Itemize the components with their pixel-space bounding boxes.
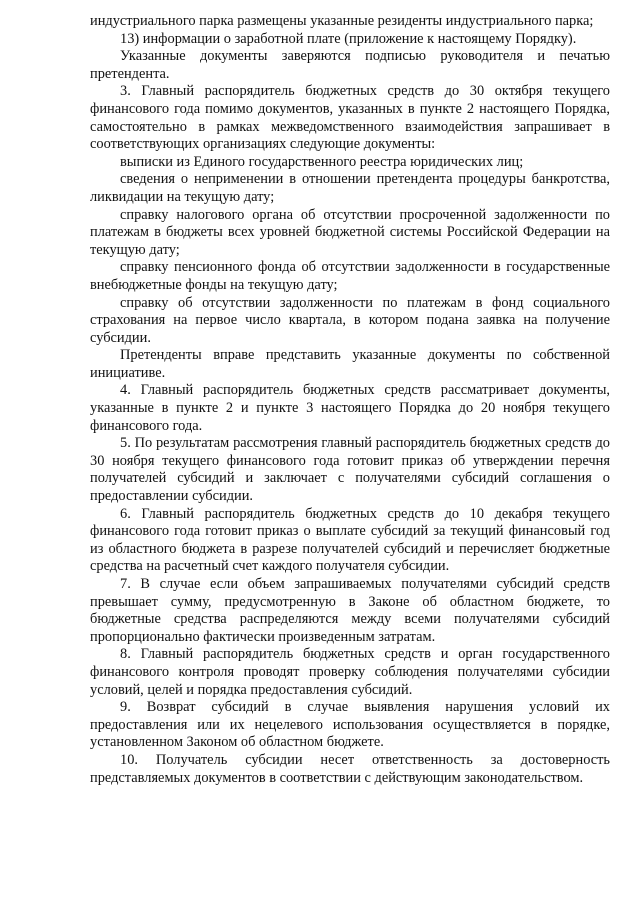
- paragraph-clause-8: 8. Главный распорядитель бюджетных средств и орган государственного финансового контроля проводят проверку соблюдения получателями субсидии условий, целей и порядка предоставления субсидий.: [90, 646, 610, 698]
- paragraph-own-initiative: Претенденты вправе представить указанные документы по собственной инициативе.: [90, 347, 610, 381]
- paragraph-clause-4: 4. Главный распорядитель бюджетных средств рассматривает документы, указанные в пункте 2 и пункте 3 настоящего Порядка до 20 ноября текущего финансового года.: [90, 382, 610, 434]
- paragraph-list-bankruptcy-info: сведения о неприменении в отношении претендента процедуры банкротства, ликвидации на текущую дату;: [90, 171, 610, 205]
- paragraph-item-13: 13) информации о заработной плате (приложение к настоящему Порядку).: [120, 30, 577, 47]
- paragraph-clause-10: 10. Получатель субсидии несет ответственность за достоверность представляемых документов в соответствии с действующим законодательством.: [90, 751, 610, 786]
- paragraph-clause-9: 9. Возврат субсидий в случае выявления нарушения условий их предоставления или их нецелевого использования осуществляется в порядке, установленном Законом об областном бюджете.: [90, 699, 610, 751]
- paragraph-certification: Указанные документы заверяются подписью руководителя и печатью претендента.: [90, 48, 610, 82]
- paragraph-list-pension-certificate: справку пенсионного фонда об отсутствии задолженности в государственные внебюджетные фонды на текущую дату;: [90, 259, 610, 293]
- paragraph-clause-5: 5. По результатам рассмотрения главный распорядитель бюджетных средств до 30 ноября текущего финансового года готовит приказ об утверждении перечня получателей субсидий и заключает с получателями субсидий соглашения о предоставлении субсидии.: [90, 435, 610, 505]
- paragraph-list-registry-extract: выписки из Единого государственного реестра юридических лиц;: [120, 153, 524, 170]
- paragraph-continuation: индустриального парка размещены указанные резиденты индустриального парка;: [90, 13, 594, 29]
- paragraph-list-tax-certificate: справку налогового органа об отсутствии просроченной задолженности по платежам в бюджеты всех уровней бюджетной системы Российской Федерации на текущую дату;: [90, 206, 610, 258]
- paragraph-list-social-insurance-certificate: справку об отсутствии задолженности по платежам в фонд социального страхования на первое число квартала, в котором подана заявка на получение субсидии.: [90, 294, 610, 346]
- paragraph-clause-6: 6. Главный распорядитель бюджетных средств до 10 декабря текущего финансового года готовит приказ о выплате субсидий за текущий финансовый год из областного бюджета в разрезе получателей субсидий и перечисляет бюджетные средства на расчетный счет каждого получателя субсидии.: [90, 505, 610, 575]
- paragraph-clause-3: 3. Главный распорядитель бюджетных средств до 30 октября текущего финансового года помимо документов, указанных в пункте 2 настоящего Порядка, самостоятельно в рамках межведомственного взаимодействия запрашивает в соответствующих организациях следующие документы:: [90, 83, 610, 153]
- paragraph-clause-7: 7. В случае если объем запрашиваемых получателями субсидий средств превышает сумму, предусмотренную в Законе об областном бюджете, то бюджетные средства распределяются между всеми получателями субсидий пропорционально фактически произведенным затратам.: [90, 576, 610, 645]
